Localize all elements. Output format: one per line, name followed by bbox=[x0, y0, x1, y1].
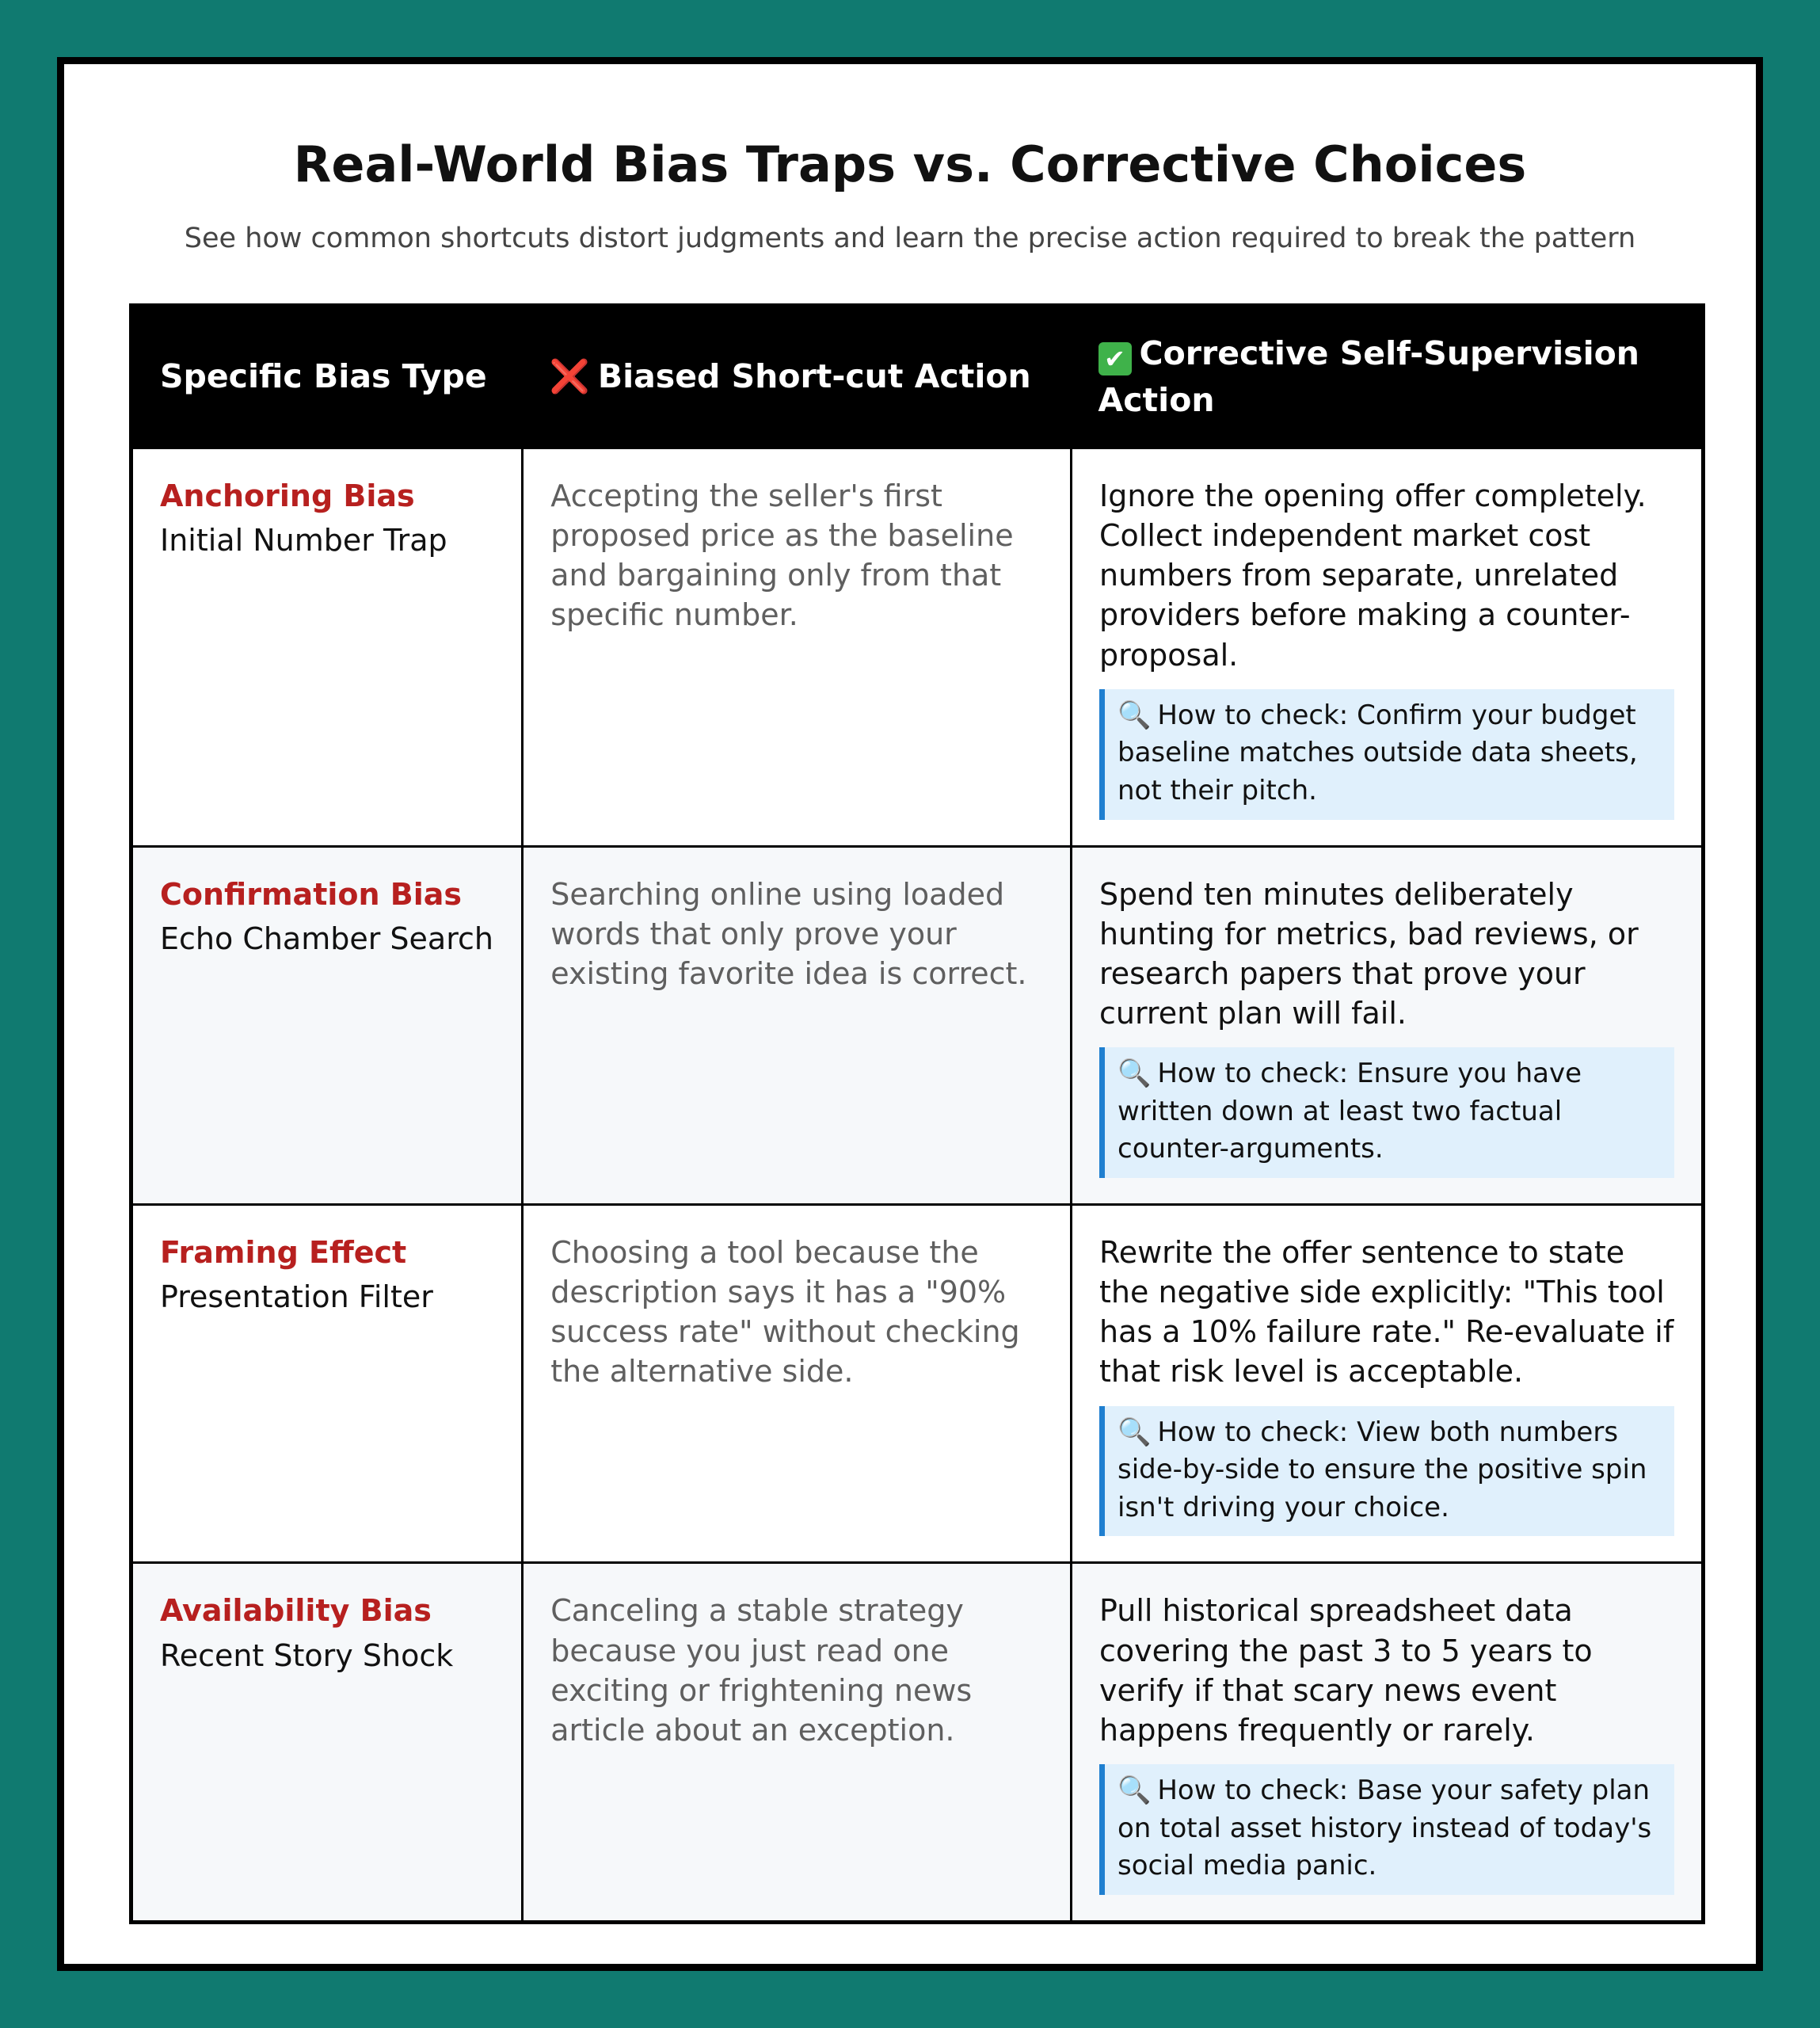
shortcut-cell: Accepting the seller's first proposed price as the baseline and bargaining only from that specific number. bbox=[523, 448, 1072, 847]
corrective-text: Spend ten minutes deliberately hunting for metrics, bad reviews, or research papers that prove your current plan will fail. bbox=[1099, 876, 1639, 1031]
magnifier-icon: 🔍 bbox=[1118, 699, 1152, 731]
corrective-text: Rewrite the offer sentence to state the negative side explicitly: "This tool has a 10% failure rate." Re-evaluate if that risk level is acceptable. bbox=[1099, 1234, 1674, 1389]
bias-type-cell bbox=[131, 448, 523, 847]
shortcut-cell: Searching online using loaded words that only prove your existing favorite idea is correct. bbox=[523, 846, 1072, 1204]
table-header-row bbox=[131, 306, 1704, 448]
bias-subtitle: Recent Story Shock bbox=[160, 1637, 454, 1673]
table-row bbox=[131, 846, 1704, 1204]
page-subtitle: See how common shortcuts distort judgments and learn the precise action required to break the pattern bbox=[184, 223, 1636, 254]
how-to-check-text: How to check: View both numbers side-by-side to ensure the positive spin isn't driving your choice. bbox=[1118, 1416, 1647, 1523]
table-row bbox=[131, 1563, 1704, 1922]
page-title: Real-World Bias Traps vs. Corrective Choices bbox=[293, 135, 1527, 193]
magnifier-icon: 🔍 bbox=[1118, 1058, 1152, 1090]
how-to-check-text: How to check: Base your safety plan on total asset history instead of today's social media panic. bbox=[1118, 1774, 1652, 1882]
check-mark-icon: ✔ bbox=[1098, 342, 1132, 375]
bias-name: Availability Bias bbox=[160, 1593, 432, 1629]
magnifier-icon: 🔍 bbox=[1118, 1416, 1152, 1448]
table-row bbox=[131, 448, 1704, 847]
header-corrective-label: Corrective Self-Supervision Action bbox=[1098, 334, 1639, 419]
header-shortcut-label: Biased Short-cut Action bbox=[597, 357, 1031, 396]
how-to-check-box bbox=[1099, 1406, 1674, 1537]
how-to-check-text: How to check: Confirm your budget baseline matches outside data sheets, not their pitch. bbox=[1118, 699, 1638, 806]
how-to-check-box bbox=[1099, 689, 1674, 820]
bias-subtitle: Initial Number Trap bbox=[160, 523, 447, 558]
corrective-cell bbox=[1072, 448, 1704, 847]
corrective-cell bbox=[1072, 846, 1704, 1204]
bias-name: Confirmation Bias bbox=[160, 876, 463, 912]
bias-type-cell bbox=[131, 1563, 523, 1922]
corrective-cell bbox=[1072, 1563, 1704, 1922]
how-to-check-text: How to check: Ensure you have written down at least two factual counter-arguments. bbox=[1118, 1058, 1582, 1165]
header-bias-type bbox=[131, 306, 523, 448]
cross-mark-icon: ❌ bbox=[549, 357, 590, 396]
bias-subtitle: Presentation Filter bbox=[160, 1279, 433, 1315]
bias-type-cell bbox=[131, 846, 523, 1204]
header-bias-type-label: Specific Bias Type bbox=[160, 357, 487, 396]
magnifier-icon: 🔍 bbox=[1118, 1774, 1152, 1806]
how-to-check-box bbox=[1099, 1047, 1674, 1178]
bias-comparison-table bbox=[129, 303, 1705, 1924]
bias-subtitle: Echo Chamber Search bbox=[160, 921, 493, 956]
corrective-text: Ignore the opening offer completely. Collect independent market cost numbers from separate, unrelated providers before making a counter-proposal. bbox=[1099, 478, 1647, 673]
corrective-text: Pull historical spreadsheet data covering the past 3 to 5 years to verify if that scary news event happens frequently or rarely. bbox=[1099, 1593, 1593, 1748]
table-row bbox=[131, 1204, 1704, 1562]
header-corrective bbox=[1072, 306, 1704, 448]
bias-name: Anchoring Bias bbox=[160, 478, 415, 513]
infographic-card bbox=[57, 57, 1763, 1971]
shortcut-cell: Canceling a stable strategy because you just read one exciting or frightening news article about an exception. bbox=[523, 1563, 1072, 1922]
header-shortcut bbox=[523, 306, 1072, 448]
bias-name: Framing Effect bbox=[160, 1234, 407, 1270]
how-to-check-box bbox=[1099, 1764, 1674, 1895]
corrective-cell bbox=[1072, 1204, 1704, 1562]
shortcut-cell: Choosing a tool because the description says it has a "90% success rate" without checking the alternative side. bbox=[523, 1204, 1072, 1562]
bias-type-cell bbox=[131, 1204, 523, 1562]
